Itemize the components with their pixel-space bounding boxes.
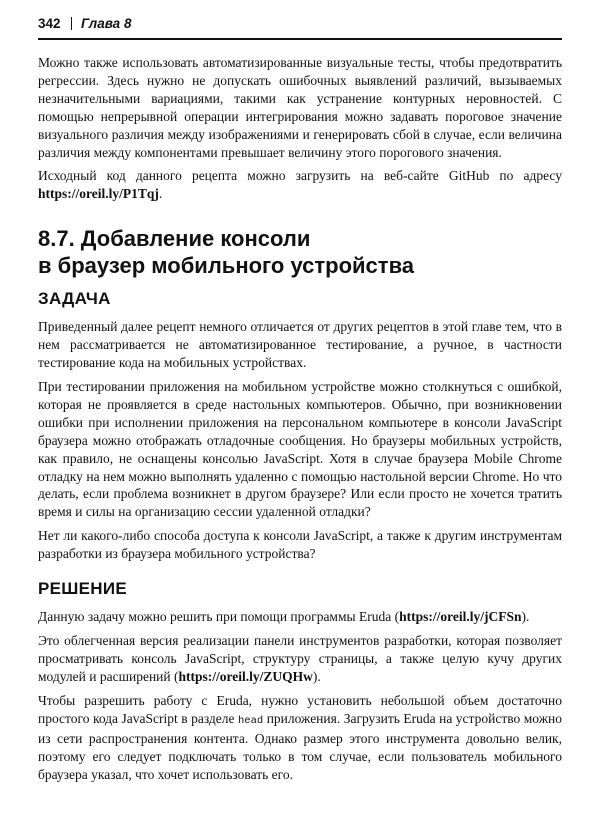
task-paragraph-1: Приведенный далее рецепт немного отличается от других рецептов в этой главе тем, что в нем рассматривается не автоматизированное тестирование, а ручное, в частности тестирование кода на мобильных устройствах. xyxy=(38,319,562,371)
github-link[interactable]: https://oreil.ly/P1Tqj xyxy=(38,186,159,202)
page-body xyxy=(38,54,562,790)
solution-heading: РЕШЕНИЕ xyxy=(38,579,128,599)
header-rule xyxy=(38,38,562,40)
eruda-link[interactable]: https://oreil.ly/jCFSn xyxy=(399,609,522,625)
solution-paragraph-1: Данную задачу можно решить при помощи программы Eruda (https://oreil.ly/jCFSn). xyxy=(38,609,530,625)
task-paragraph-3: Нет ли какого-либо способа доступа к консоли JavaScript, а также к другим инструментам разработки из браузера мобильного устройства? xyxy=(38,528,562,562)
extensions-link[interactable]: https://oreil.ly/ZUQHw xyxy=(178,668,313,684)
solution-paragraph-3: Чтобы разрешить работу с Eruda, нужно установить небольшой объем достаточно простого кода JavaScript в разделе head приложения. Загрузить Eruda на устройство можно из сети распространения контента. Однако размер этого инструмента довольно велик, поэтому его следует подключать только в том случае, если пользователь мобильного браузера указал, что хочет использовать его. xyxy=(38,692,562,783)
chapter-label: Глава 8 xyxy=(81,16,132,31)
intro-paragraph-2: Исходный код данного рецепта можно загрузить на веб-сайте GitHub по адресу https://oreil.ly/P1Tqj. xyxy=(38,168,562,202)
running-header xyxy=(38,16,562,36)
page-number: 342 xyxy=(38,16,61,31)
task-heading: ЗАДАЧА xyxy=(38,289,111,309)
task-paragraph-2: При тестировании приложения на мобильном устройстве можно столкнуться с ошибкой, которая не проявляется в среде настольных компьютеров. Обычно, при возникновении ошибки при исполнении приложения на персональном компьютере в консоли JavaScript браузера можно отображать отладочные сообщения. Но браузеры мобильных устройств, как правило, не оснащены консолью JavaScript. Хотя в случае браузера Mobile Chrome отладку на нем можно выполнять удаленно с помощью настольной версии Chrome. Но что делать, если проблема возникнет в другом браузере? Или если просто не хочется тратить время и силы на организацию сессии удаленной отладки? xyxy=(38,378,562,520)
section-title: 8.7. Добавление консоли в браузер мобильного устройства xyxy=(38,226,415,279)
solution-paragraph-2: Это облегченная версия реализации панели инструментов разработки, которая позволяет просматривать консоль JavaScript, структуру страницы, а также целую кучу других модулей и расширений (https://oreil.ly/ZUQHw). xyxy=(38,632,562,684)
intro-paragraph-1: Можно также использовать автоматизированные визуальные тесты, чтобы предотвратить регрессии. Здесь нужно не допускать ошибочных выявлений различий, вызываемых незначительными вариациями, такими как устранение контурных неровностей. С помощью непрерывной операции интегрирования можно задавать пороговое значение визуального различия между изображениями и генерировать сбой в случае, если величина различия между компонентами превышает величину этого порогового значения. xyxy=(38,55,562,160)
header-separator xyxy=(71,17,73,30)
head-code: head xyxy=(238,714,264,727)
